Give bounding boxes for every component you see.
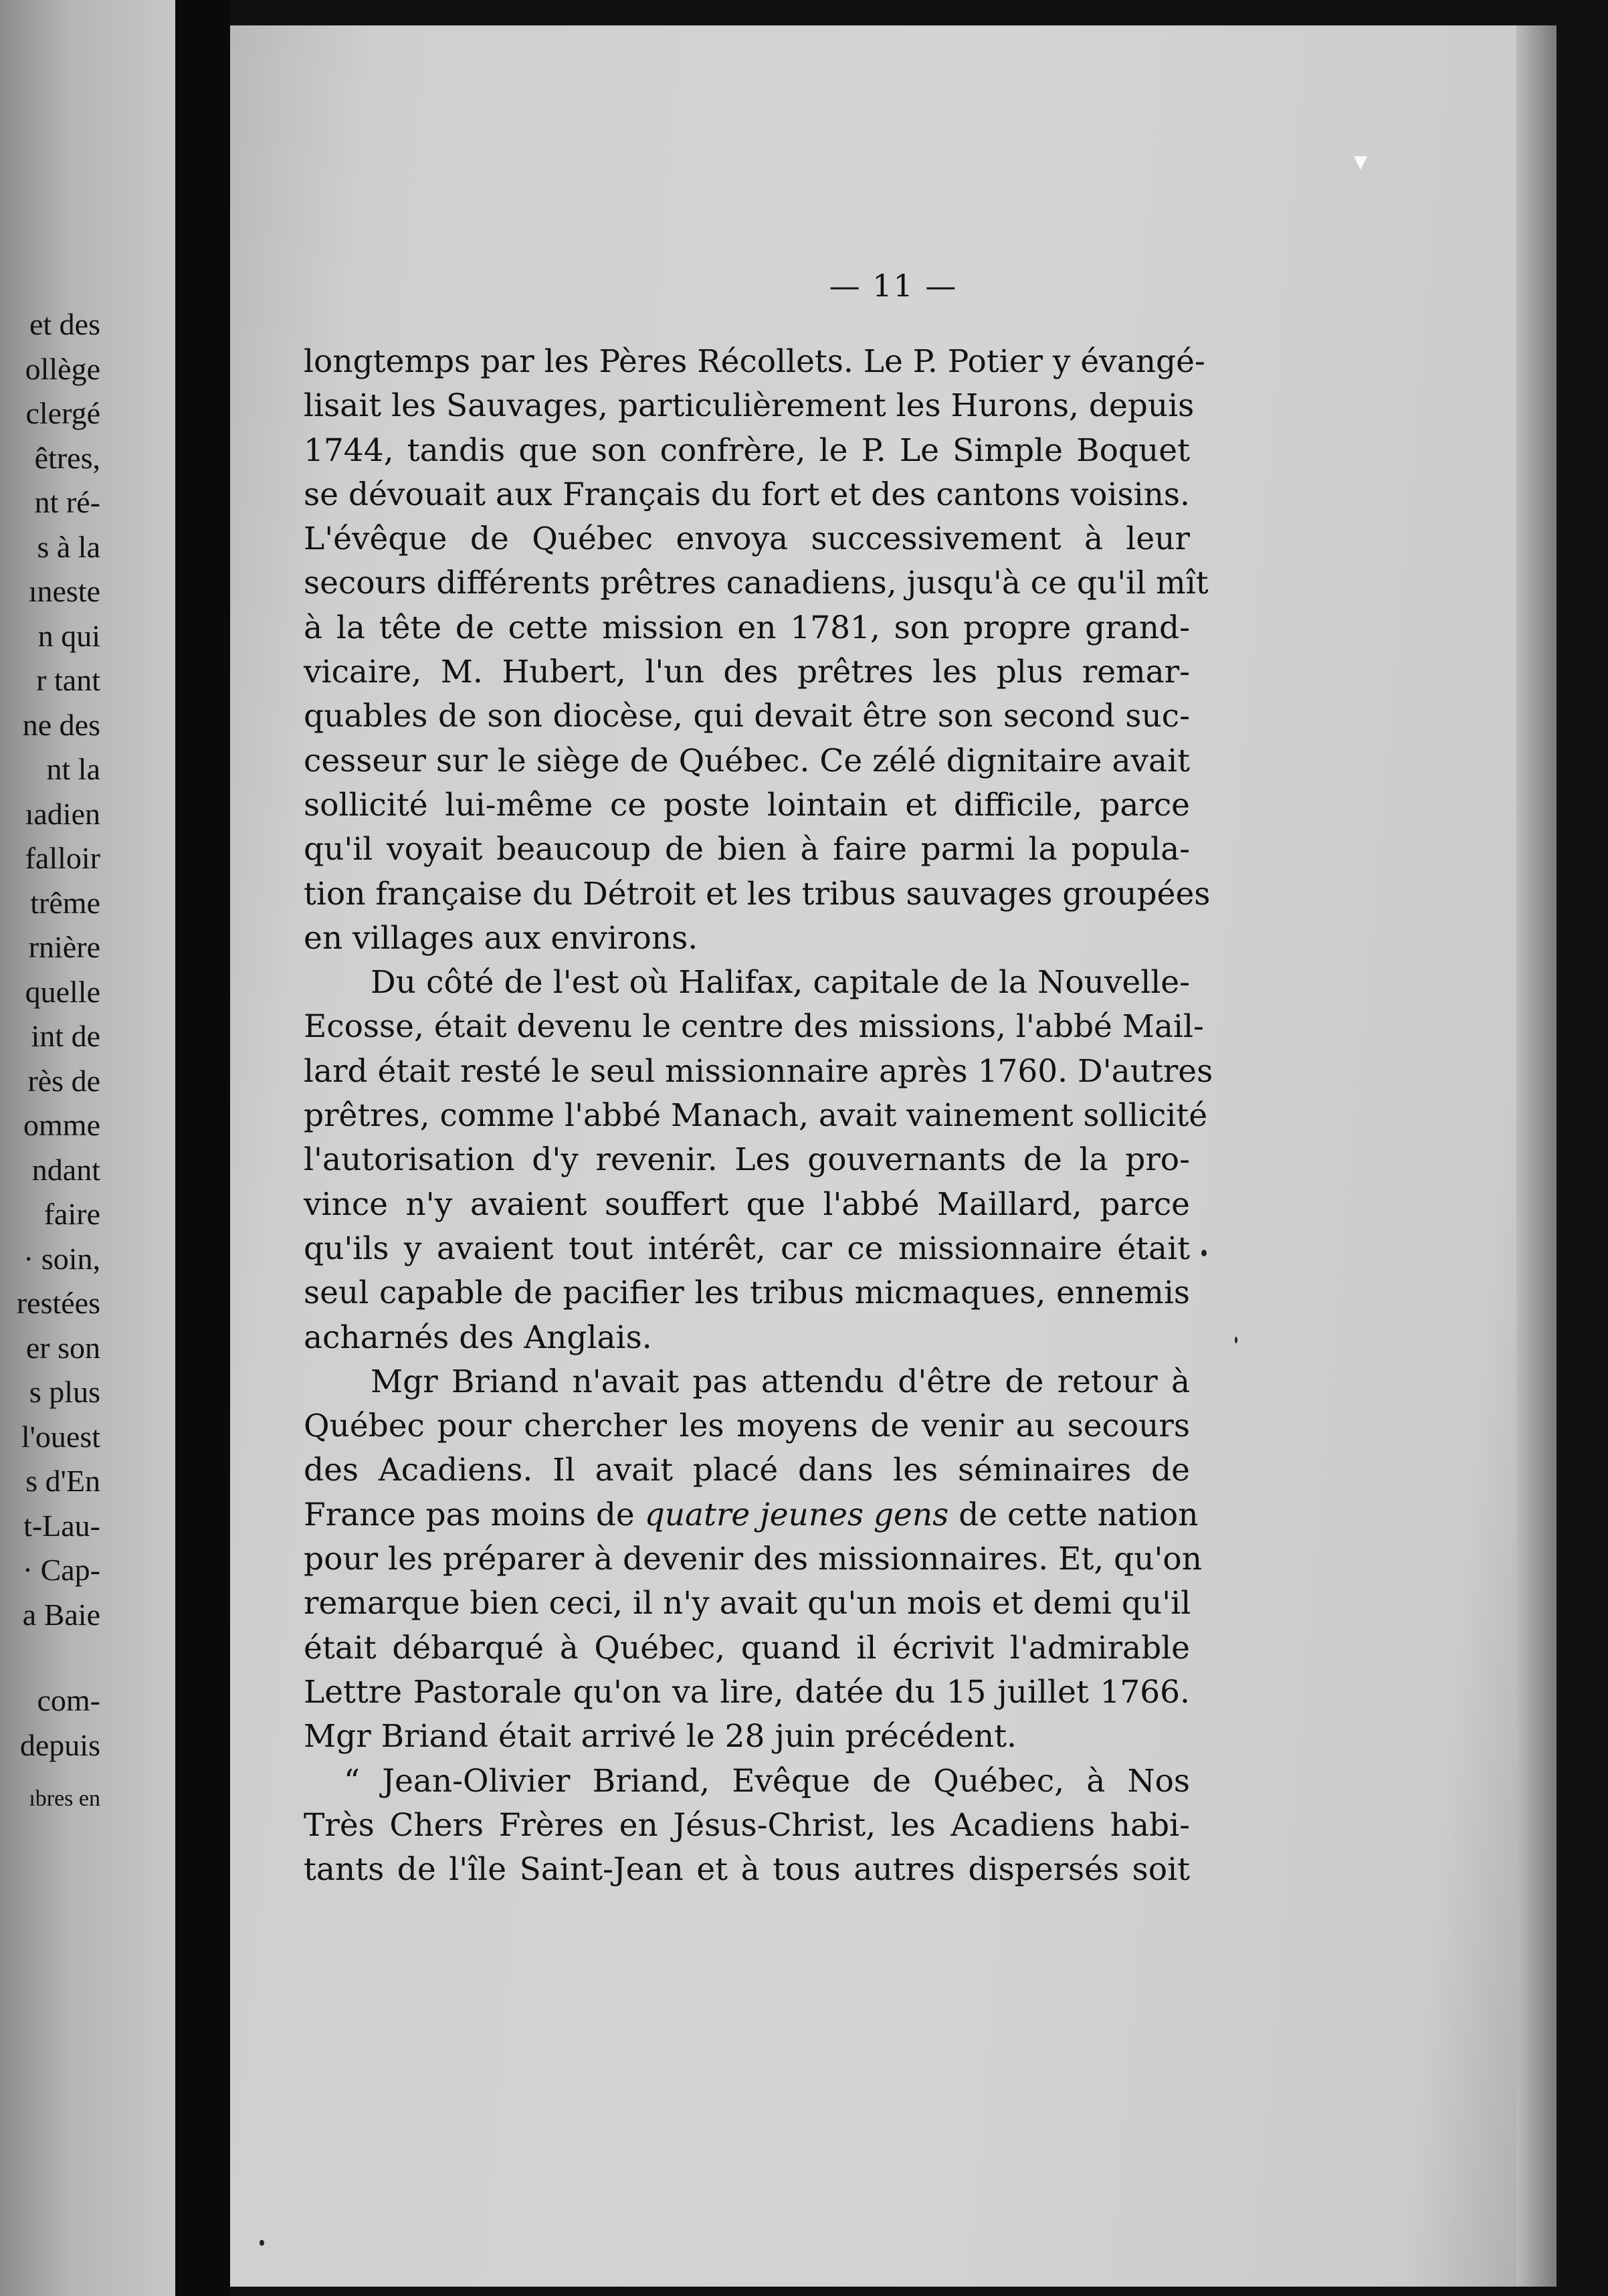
italic-phrase: quatre jeunes gens [644, 1496, 949, 1533]
text-line: Québec pour chercher les moyens de venir au secours [304, 1408, 1190, 1445]
left-line: a Baie [22, 1597, 100, 1632]
left-line: et des [29, 307, 100, 341]
left-line: s plus [29, 1375, 100, 1409]
left-line: com- [37, 1683, 100, 1717]
text-line: secours différents prêtres canadiens, jusqu'à ce qu'il mît [304, 565, 1209, 602]
left-line: · Cap- [22, 1553, 100, 1587]
left-line: ne des [22, 707, 100, 742]
left-line: rnière [28, 930, 100, 964]
text-line: sollicité lui-même ce poste lointain et difficile, parce [304, 786, 1190, 824]
left-line: nt ré- [34, 485, 100, 519]
left-line: ollège [25, 351, 100, 386]
scan-speck [1201, 1250, 1207, 1256]
text-line: des Acadiens. Il avait placé dans les séminaires de [304, 1452, 1190, 1489]
left-page-fragment [0, 0, 175, 2296]
left-line: n qui [37, 618, 100, 653]
text-line: qu'il voyait beaucoup de bien à faire parmi la popula- [304, 831, 1190, 868]
left-line: int de [31, 1019, 100, 1053]
text-line: remarque bien ceci, il n'y avait qu'un mois et demi qu'il [304, 1585, 1191, 1622]
left-line: ndant [31, 1152, 100, 1187]
quote-start-line: “ Jean-Olivier Briand, Evêque de Québec, à Nos [344, 1762, 1190, 1800]
text-line: à la tête de cette mission en 1781, son propre grand- [304, 609, 1190, 646]
text-line-with-italic [304, 1493, 1199, 1537]
left-line: faire [43, 1197, 100, 1231]
left-line: trême [30, 885, 100, 920]
text-line: vicaire, M. Hubert, l'un des prêtres les plus remar- [304, 654, 1190, 691]
text-segment: France pas moins de [304, 1496, 645, 1533]
text-line: Ecosse, était devenu le centre des missions, l'abbé Mail- [304, 1008, 1204, 1046]
left-page-text-fragments [0, 302, 100, 1822]
left-line: ıadien [25, 796, 100, 831]
left-line: rès de [27, 1063, 100, 1098]
text-line: Mgr Briand était arrivé le 28 juin précédent. [304, 1718, 1017, 1755]
text-line: 1744, tandis que son confrère, le P. Le Simple Boquet [304, 432, 1190, 469]
text-line: seul capable de pacifier les tribus micmaques, ennemis [304, 1274, 1190, 1312]
left-line-gap [0, 1637, 100, 1679]
left-line: s à la [37, 529, 100, 564]
paragraph-start-line: Du côté de l'est où Halifax, capitale de la Nouvelle- [371, 964, 1190, 1001]
page-corner-mark: ▾ [1354, 146, 1368, 177]
text-line: prêtres, comme l'abbé Manach, avait vainement sollicité [304, 1097, 1208, 1135]
text-line: vince n'y avaient souffert que l'abbé Maillard, parce [304, 1185, 1190, 1223]
left-line: · soin, [23, 1241, 100, 1276]
text-line: en villages aux environs. [304, 919, 698, 957]
left-footnote: ıbres en [29, 1786, 100, 1811]
text-segment: de cette nation [948, 1496, 1199, 1533]
text-line: longtemps par les Pères Récollets. Le P. Potier y évangé- [304, 343, 1205, 380]
left-line: êtres, [34, 440, 100, 475]
text-line: était débarqué à Québec, quand il écrivit l'admirable [304, 1629, 1190, 1666]
text-line: se dévouait aux Français du fort et des cantons voisins. [304, 476, 1190, 513]
left-line: ıneste [28, 574, 100, 608]
text-line: lard était resté le seul missionnaire après 1760. D'autres [304, 1052, 1213, 1090]
paragraph-start-line: Mgr Briand n'avait pas attendu d'être de retour à [371, 1363, 1190, 1400]
left-line: quelle [25, 974, 100, 1009]
text-line: l'autorisation d'y revenir. Les gouvernants de la pro- [304, 1141, 1190, 1179]
body-text [304, 340, 1213, 1892]
left-line: restées [16, 1286, 100, 1320]
left-line: l'ouest [21, 1419, 100, 1454]
text-line: Très Chers Frères en Jésus-Christ, les Acadiens habi- [304, 1806, 1190, 1844]
text-line: tants de l'île Saint-Jean et à tous autres dispersés soit [304, 1851, 1190, 1889]
left-line: falloir [25, 841, 100, 875]
text-line: tion française du Détroit et les tribus sauvages groupées [304, 875, 1211, 913]
text-line: lisait les Sauvages, particulièrement les Hurons, depuis [304, 387, 1195, 425]
left-line: t-Lau- [23, 1508, 100, 1543]
book-spine-gutter [175, 0, 230, 2296]
text-line: pour les préparer à devenir des missionnaires. Et, qu'on [304, 1541, 1202, 1578]
page-number: — 11 — [829, 268, 958, 304]
page-edge-shadow [1516, 25, 1556, 2287]
left-line: r tant [36, 663, 100, 697]
scan-speck [1235, 1337, 1237, 1343]
text-line: L'évêque de Québec envoya successivement à leur [304, 520, 1190, 558]
left-line: s d'En [25, 1464, 100, 1498]
text-line: qu'ils y avaient tout intérêt, car ce missionnaire était [304, 1230, 1190, 1267]
text-line: cesseur sur le siège de Québec. Ce zélé dignitaire avait [304, 742, 1190, 779]
right-page [230, 25, 1556, 2287]
text-line: quables de son diocèse, qui devait être son second suc- [304, 698, 1190, 735]
left-line: nt la [46, 752, 100, 786]
text-line: Lettre Pastorale qu'on va lire, datée du 15 juillet 1766. [304, 1673, 1190, 1711]
left-line: er son [25, 1330, 100, 1365]
left-line: omme [23, 1108, 100, 1142]
left-line: depuis [19, 1727, 100, 1762]
text-line: acharnés des Anglais. [304, 1319, 652, 1356]
left-line: clergé [25, 396, 100, 430]
scan-speck [260, 2240, 264, 2246]
